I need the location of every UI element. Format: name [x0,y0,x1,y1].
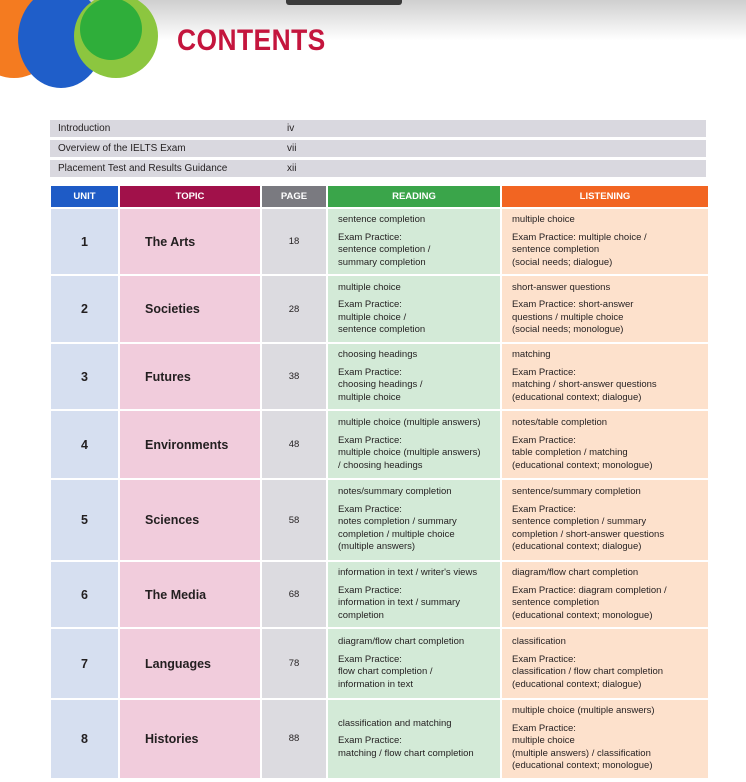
text-line: sentence completion / [338,244,431,255]
header-page: PAGE [262,186,326,207]
unit-page: 58 [262,478,326,560]
unit-row[interactable] [51,409,708,478]
reading-exam-practice [338,232,494,270]
text-line: Exam Practice: [338,584,402,596]
listening-cell [502,627,708,698]
listening-cell [502,409,708,478]
text-line: Exam Practice: [338,299,402,310]
text-line: sentence completion [512,597,600,608]
text-line: (educational context; monologue) [512,459,653,471]
text-line: Exam Practice: [338,735,402,746]
unit-number: 4 [51,409,118,478]
listening-cell [502,478,708,560]
text-line: (multiple answers) / classification [512,747,651,759]
text-line: matching / short-answer questions [512,379,657,390]
prelim-page: vii [287,143,297,154]
unit-topic: The Media [120,560,260,627]
listening-subskill: diagram/flow chart completion [512,567,639,578]
reading-subskill: multiple choice [338,281,401,293]
unit-page: 68 [262,560,326,627]
prelim-page: xii [287,163,297,174]
reading-subskill: information in text / writer's views [338,567,478,578]
window-notch [286,0,402,5]
reading-cell [328,560,500,627]
prelim-label: Overview of the IELTS Exam [58,143,186,154]
text-line: Exam Practice: [338,503,402,515]
text-line: information in text [338,678,413,690]
unit-topic: Sciences [120,478,260,560]
listening-exam-practice [512,723,702,773]
header-row [51,186,708,207]
reading-subskill: multiple choice (multiple answers) [338,417,481,428]
text-line: Exam Practice: multiple choice / [512,231,647,243]
text-line: multiple choice [512,735,575,746]
unit-row[interactable] [51,342,708,409]
reading-exam-practice [338,435,494,473]
unit-page: 78 [262,627,326,698]
text-line: choosing headings / [338,379,423,390]
text-line: / choosing headings [338,459,423,471]
header-unit: UNIT [51,186,118,207]
reading-exam-practice [338,735,494,760]
unit-number: 6 [51,560,118,627]
text-line: (educational context; dialogue) [512,678,642,690]
text-line: Exam Practice: [338,434,402,446]
text-line: Exam Practice: [338,231,402,243]
reading-subskill: choosing headings [338,349,418,360]
listening-subskill: short-answer questions [512,281,611,293]
unit-number: 7 [51,627,118,698]
unit-page: 48 [262,409,326,478]
listening-subskill: sentence/summary completion [512,486,641,498]
text-line: Exam Practice: [338,366,402,378]
unit-topic: Languages [120,627,260,698]
text-line: Exam Practice: [512,366,576,378]
text-line: information in text / summary [338,597,460,608]
text-line: multiple choice [338,391,401,403]
reading-subskill: diagram/flow chart completion [338,636,465,647]
header-listening: LISTENING [502,186,708,207]
text-line: completion [338,609,384,621]
text-line: summary completion [338,256,426,268]
text-line: (educational context; dialogue) [512,541,642,553]
page-title: CONTENTS [177,24,326,57]
listening-exam-practice [512,435,702,473]
prelim-label: Placement Test and Results Guidance [58,163,228,174]
reading-subskill: sentence completion [338,214,426,225]
listening-exam-practice [512,654,702,692]
unit-row[interactable] [51,478,708,560]
text-line: completion / multiple choice [338,528,455,540]
text-line: Exam Practice: [338,653,402,665]
reading-cell [328,342,500,409]
reading-exam-practice [338,654,494,692]
text-line: (multiple answers) [338,541,416,553]
listening-exam-practice [512,585,702,623]
unit-page: 38 [262,342,326,409]
unit-topic: Futures [120,342,260,409]
text-line: Exam Practice: diagram completion / [512,584,667,596]
text-line: notes completion / summary [338,516,457,528]
unit-page: 28 [262,274,326,342]
reading-exam-practice [338,504,494,554]
listening-cell [502,274,708,342]
text-line: (social needs; monologue) [512,324,624,335]
unit-topic: Histories [120,698,260,778]
unit-page: 88 [262,698,326,778]
listening-subskill: notes/table completion [512,417,608,428]
contents-table [49,186,710,778]
text-line: Exam Practice: [512,722,576,734]
unit-number: 2 [51,274,118,342]
reading-subskill: classification and matching [338,717,452,729]
unit-row[interactable] [51,627,708,698]
text-line: flow chart completion / [338,666,433,677]
prelim-label: Introduction [58,123,111,134]
listening-exam-practice [512,504,702,554]
text-line: Exam Practice: [512,503,576,515]
dark-green-circle [80,0,142,60]
text-line: completion / short-answer questions [512,528,665,540]
text-line: multiple choice (multiple answers) [338,447,481,458]
prelim-page: iv [287,123,295,134]
text-line: sentence completion [512,244,600,255]
listening-subskill: multiple choice (multiple answers) [512,705,655,716]
text-line: (educational context; dialogue) [512,391,642,403]
unit-topic: Societies [120,274,260,342]
listening-cell [502,207,708,274]
reading-cell [328,409,500,478]
unit-page: 18 [262,207,326,274]
listening-cell [502,342,708,409]
unit-row[interactable] [51,560,708,627]
reading-exam-practice [338,585,494,623]
unit-number: 5 [51,478,118,560]
listening-cell [502,698,708,778]
listening-subskill: classification [512,636,566,647]
prelim-row[interactable] [50,120,706,137]
listening-subskill: matching [512,349,551,360]
text-line: classification / flow chart completion [512,666,664,677]
listening-subskill: multiple choice [512,214,575,225]
unit-number: 8 [51,698,118,778]
text-line: Exam Practice: [512,653,576,665]
text-line: sentence completion / summary [512,516,647,528]
reading-exam-practice [338,299,494,337]
reading-cell [328,478,500,560]
unit-topic: The Arts [120,207,260,274]
reading-exam-practice [338,367,494,405]
unit-topic: Environments [120,409,260,478]
reading-cell [328,698,500,778]
text-line: multiple choice / [338,311,407,323]
text-line: Exam Practice: [512,434,576,446]
text-line: Exam Practice: short-answer [512,299,634,310]
header-reading: READING [328,186,500,207]
listening-exam-practice [512,299,702,337]
unit-row[interactable] [51,207,708,274]
text-line: (educational context; monologue) [512,760,653,771]
unit-number: 3 [51,342,118,409]
prelim-row[interactable] [50,140,706,157]
text-line: questions / multiple choice [512,311,624,323]
unit-number: 1 [51,207,118,274]
listening-exam-practice [512,232,702,270]
prelim-row[interactable] [50,160,706,177]
reading-subskill: notes/summary completion [338,486,452,498]
unit-row[interactable] [51,698,708,778]
unit-row[interactable] [51,274,708,342]
text-line: matching / flow chart completion [338,747,474,759]
header-topic: TOPIC [120,186,260,207]
reading-cell [328,207,500,274]
reading-cell [328,627,500,698]
prelims-list [50,120,706,180]
reading-cell [328,274,500,342]
text-line: (educational context; monologue) [512,609,653,621]
decorative-circles [0,0,170,95]
text-line: sentence completion [338,324,426,335]
listening-exam-practice [512,367,702,405]
text-line: table completion / matching [512,447,628,458]
text-line: (social needs; dialogue) [512,256,613,268]
listening-cell [502,560,708,627]
